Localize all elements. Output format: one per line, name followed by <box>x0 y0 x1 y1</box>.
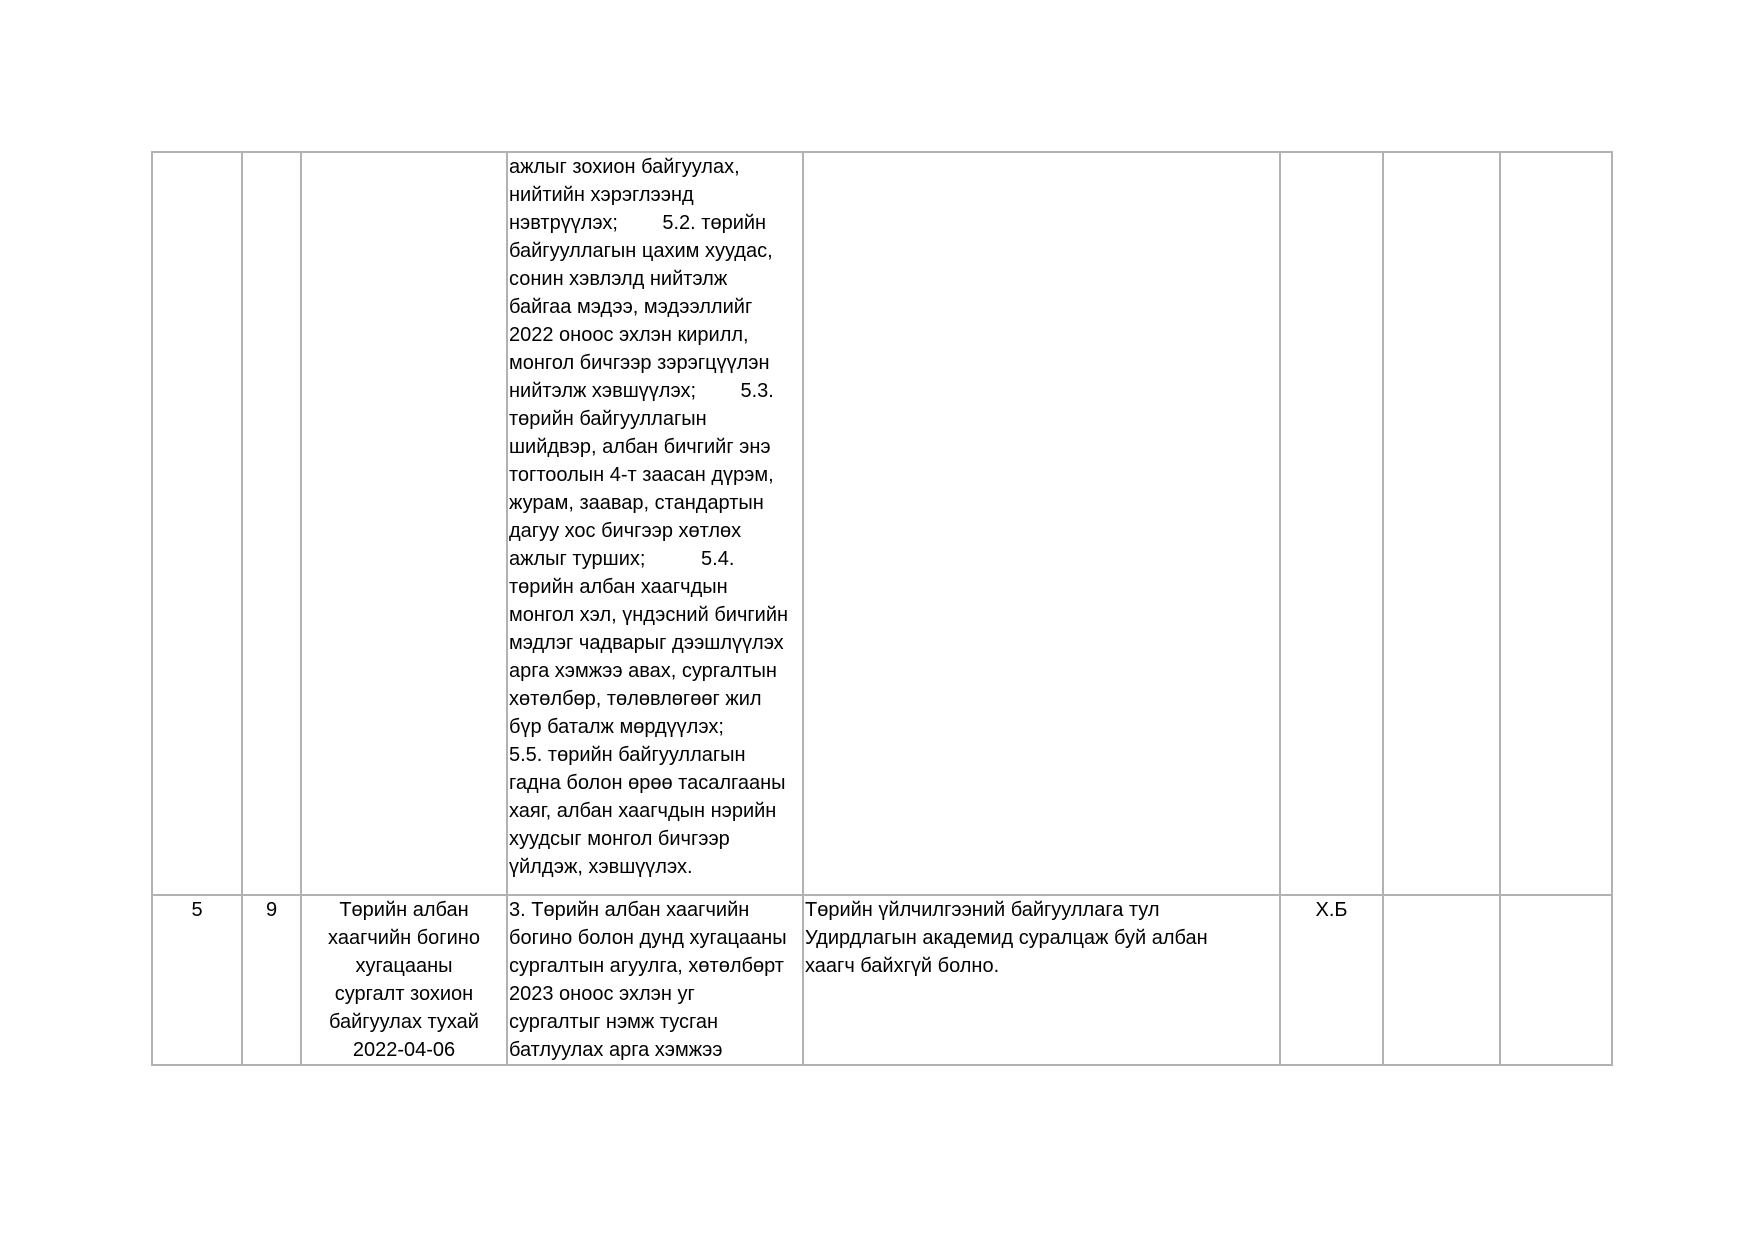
text-line: сургалтыг нэмж тусган <box>509 1011 719 1033</box>
text-line: үйлдэж, хэвшүүлэх. <box>509 856 693 878</box>
text-line: мэдлэг чадварыг дээшлүүлэх <box>509 632 784 654</box>
table-row <box>152 895 1612 1065</box>
text-line: сонин хэвлэлд нийтэлж <box>509 268 728 290</box>
report-cell <box>803 895 1280 1065</box>
text-line: 2022 оноос эхлэн кирилл, <box>509 324 749 346</box>
extra-cell-2 <box>1500 152 1612 895</box>
text-line: батлуулах арга хэмжээ <box>509 1039 723 1061</box>
report-table <box>151 151 1613 1066</box>
text-line: байгуулах тухай <box>329 1011 479 1033</box>
text-line: Удирдлагын академид суралцаж буй албан <box>805 927 1208 949</box>
text-line: монгол бичгээр зэрэгцүүлэн <box>509 352 770 374</box>
text-line: сургалт зохион <box>334 983 474 1005</box>
text-line: нийтийн хэрэглээнд <box>509 184 694 206</box>
text-line: 3. Төрийн албан хаагчийн <box>509 899 750 921</box>
responsible-cell <box>1280 152 1383 895</box>
decision-title-text <box>303 896 505 1064</box>
text-line: төрийн албан хаагчдын <box>509 576 728 598</box>
text-line: гадна болон өрөө тасалгааны <box>509 772 786 794</box>
text-line: хаагч байхгүй болно. <box>805 955 1000 977</box>
row-number-cell <box>152 152 242 895</box>
text-line: богино болон дунд хугацааны <box>509 927 787 949</box>
measures-text <box>509 153 801 881</box>
decision-title-cell <box>301 152 507 895</box>
order-number-cell: 9 <box>242 895 301 1065</box>
text-line: ажлыг турших; 5.4. <box>509 548 735 570</box>
text-line: нийтэлж хэвшүүлэх; 5.3. <box>509 380 774 402</box>
text-line: сургалтын агуулга, хөтөлбөрт <box>509 955 784 977</box>
text-line: 5.5. төрийн байгууллагын <box>509 744 746 766</box>
order-number-cell <box>242 152 301 895</box>
measures-cell <box>507 895 803 1065</box>
measures-text <box>509 896 801 1064</box>
table-row <box>152 152 1612 895</box>
text-line: хуудсыг монгол бичгээр <box>509 828 730 850</box>
text-line: бүр баталж мөрдүүлэх; <box>509 716 724 738</box>
extra-cell-2 <box>1500 895 1612 1065</box>
text-line: ажлыг зохион байгуулах, <box>509 156 740 178</box>
measures-cell <box>507 152 803 895</box>
decision-title-cell <box>301 895 507 1065</box>
report-cell <box>803 152 1280 895</box>
row-number-cell: 5 <box>152 895 242 1065</box>
text-line: 2023 оноос эхлэн уг <box>509 983 695 1005</box>
text-line: хөтөлбөр, төлөвлөгөөг жил <box>509 688 762 710</box>
text-line: Төрийн үйлчилгээний байгууллага тул <box>805 899 1160 921</box>
text-line: монгол хэл, үндэсний бичгийн <box>509 604 789 626</box>
text-line: дагуу хос бичгээр хөтлөх <box>509 520 742 542</box>
text-line: шийдвэр, албан бичгийг энэ <box>509 436 771 458</box>
text-line: байгаа мэдээ, мэдээллийг <box>509 296 753 318</box>
text-line: төрийн байгууллагын <box>509 408 707 430</box>
text-line: тогтоолын 4-т заасан дүрэм, <box>509 464 774 486</box>
text-line: арга хэмжээ авах, сургалтын <box>509 660 777 682</box>
text-line: хаяг, албан хаагчдын нэрийн <box>509 800 777 822</box>
text-line: 2022-04-06 <box>352 1039 456 1061</box>
report-text <box>805 896 1278 980</box>
extra-cell-1 <box>1383 152 1500 895</box>
extra-cell-1 <box>1383 895 1500 1065</box>
text-line: нэвтрүүлэх; 5.2. төрийн <box>509 212 767 234</box>
text-line: Төрийн албан <box>339 899 469 921</box>
text-line: хугацааны <box>355 955 453 977</box>
responsible-cell: Х.Б <box>1280 895 1383 1065</box>
text-line: журам, заавар, стандартын <box>509 492 764 514</box>
text-line: байгууллагын цахим хуудас, <box>509 240 773 262</box>
text-line: хаагчийн богино <box>328 927 480 949</box>
